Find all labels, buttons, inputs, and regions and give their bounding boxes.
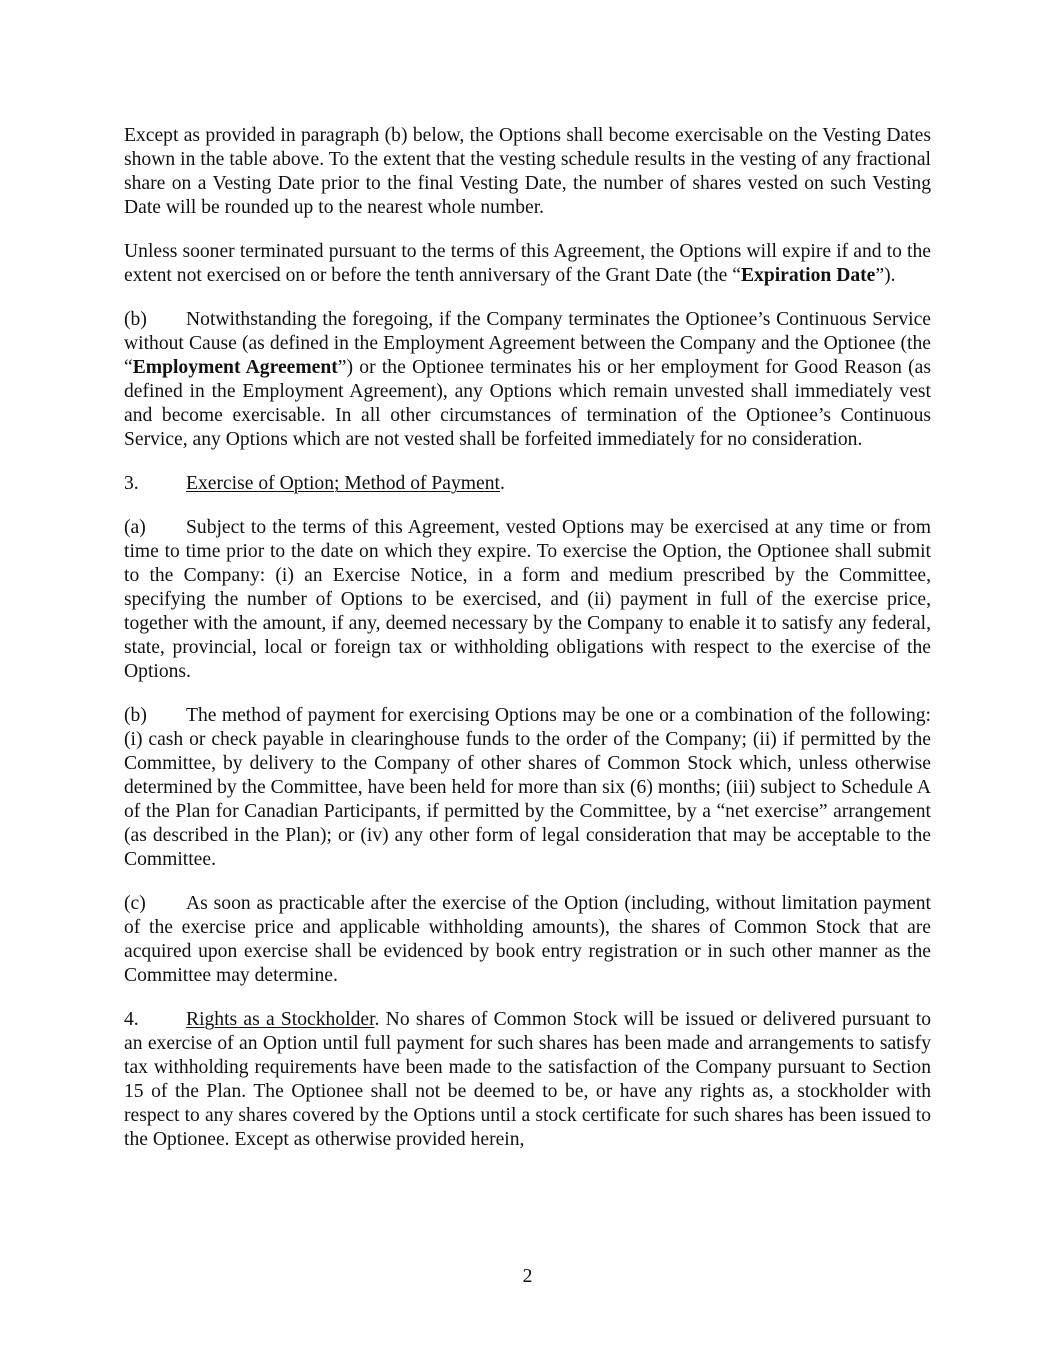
section-3b-paragraph — [124, 704, 931, 872]
section-title: Exercise of Option; Method of Payment — [186, 473, 500, 494]
section-3c-paragraph — [124, 892, 931, 988]
expiration-text-before: Unless sooner terminated pursuant to the terms of this Agreement, the Options will expire if and to the extent not exercised on or before the tenth anniversary of the Grant Date (the “ — [124, 241, 931, 286]
section-3-heading — [124, 472, 931, 496]
paragraph-text: . No shares of Common Stock will be issued or delivered pursuant to an exercise of an Option until full payment for such shares has been made and arrangements to satisfy tax withholding requirements have been made to the satisfaction of the Company pursuant to Section 15 of the Plan. The Optionee shall not be deemed to be, or have any rights as, a stockholder with respect to any shares covered by the Options until a stock certificate for such shares has been issued to the Optionee. Except as otherwise provided herein, — [124, 1009, 931, 1150]
paragraph-text: The method of payment for exercising Options may be one or a combination of the following: (i) cash or check payable in clearinghouse funds to the order of the Company; (ii) if permitted by the Committee, by delivery to the Company of other shares of Common Stock which, unless otherwise determined by the Committee, have been held for more than six (6) months; (iii) subject to Schedule A of the Plan for Canadian Participants, if permitted by the Committee, by a “net exercise” arrangement (as described in the Plan); or (iv) any other form of legal consideration that may be acceptable to the Committee. — [124, 705, 931, 870]
termination-paragraph — [124, 308, 931, 452]
termination-text-after: ”) or the Optionee terminates his or her employment for Good Reason (as defined in the Employment Agreement), any Options which remain unvested shall immediately vest and become exercisable. In all other circumstances of termination of the Optionee’s Continuous Service, any Options which are not vested shall be forfeited immediately for no consideration. — [124, 357, 931, 450]
section-title: Rights as a Stockholder — [186, 1009, 375, 1030]
paragraph-marker: (a) — [124, 517, 146, 538]
paragraph-marker: (b) — [124, 309, 147, 330]
section-4-paragraph — [124, 1008, 931, 1152]
expiration-text-after: ”). — [875, 265, 896, 286]
section-title-suffix: . — [499, 473, 505, 494]
section-number: 4. — [124, 1009, 139, 1030]
expiration-paragraph — [124, 240, 931, 288]
employment-agreement-term: Employment Agreement — [132, 357, 338, 378]
expiration-date-term: Expiration Date — [740, 265, 876, 286]
section-number: 3. — [124, 473, 139, 494]
paragraph-marker: (c) — [124, 893, 146, 914]
termination-text-before: Notwithstanding the foregoing, if the Company terminates the Optionee’s Continuous Service without Cause (as defined in the Employment Agreement between the Company and the Optionee (the “ — [124, 309, 931, 378]
vesting-paragraph — [124, 124, 931, 220]
vesting-text: Except as provided in paragraph (b) below, the Options shall become exercisable on the Vesting Dates shown in the table above. To the extent that the vesting schedule results in the vesting of any fractional share on a Vesting Date prior to the final Vesting Date, the number of shares vested on such Vesting Date will be rounded up to the nearest whole number. — [124, 125, 931, 218]
page-number: 2 — [522, 1266, 533, 1287]
document-page — [124, 124, 931, 1172]
paragraph-marker: (b) — [124, 705, 147, 726]
paragraph-text: As soon as practicable after the exercise of the Option (including, without limitation payment of the exercise price and applicable withholding amounts), the shares of Common Stock that are acquired upon exercise shall be evidenced by book entry registration or in such other manner as the Committee may determine. — [124, 893, 931, 986]
paragraph-text: Subject to the terms of this Agreement, vested Options may be exercised at any time or from time to time prior to the date on which they expire. To exercise the Option, the Optionee shall submit to the Company: (i) an Exercise Notice, in a form and medium prescribed by the Committee, specifying the number of Options to be exercised, and (ii) payment in full of the exercise price, together with the amount, if any, deemed necessary by the Company to enable it to satisfy any federal, state, provincial, local or foreign tax or withholding obligations with respect to the exercise of the Options. — [124, 517, 931, 682]
section-3a-paragraph — [124, 516, 931, 684]
